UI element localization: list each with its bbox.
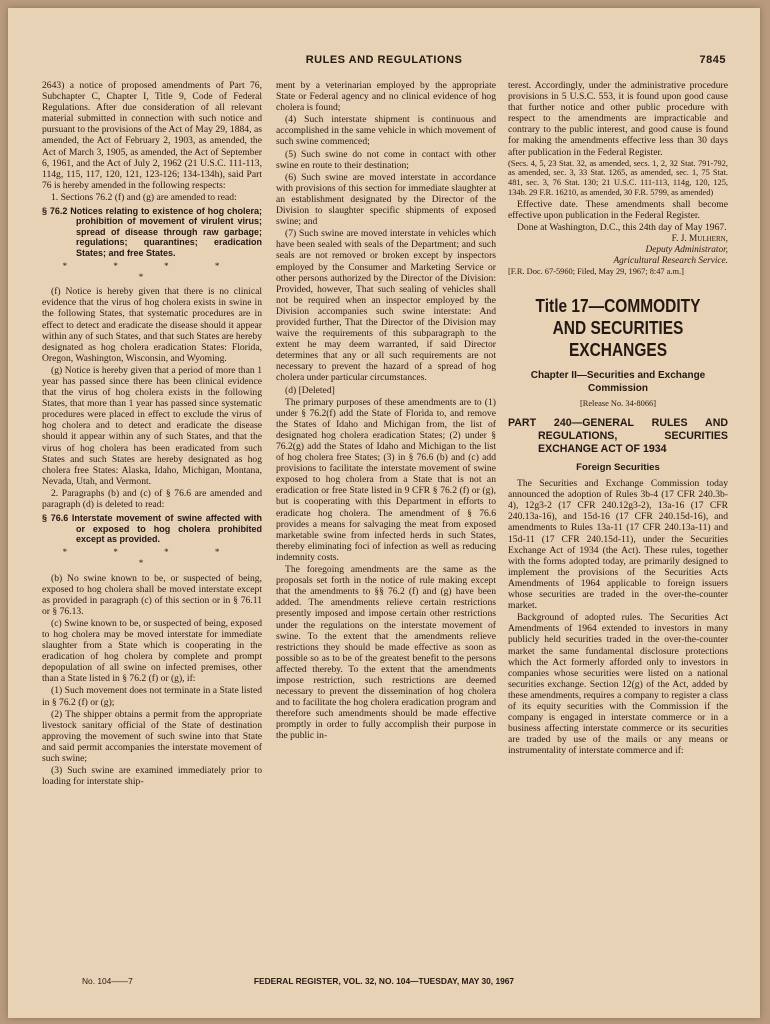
paragraph: 2643) a notice of proposed amendments of Part 76, Subchapter C, Chapter I, Title 9, Code of Federal Regulations. After due consideration of all relevant material submitted in connection with such notice and pursuant to the provisions of the Act of May 29, 1884, as amended, the Act of February 2, 1903, as amended, the Act of March 3, 1905, as amended, the Act of September 6, 1961, and the Act of July 2, 1962 (21 U.S.C. 111-113, 114g, 115, 117, 120, 121, 123-126; 134-134h), said Part 76 is hereby amended in the following respects: <box>42 80 262 191</box>
publication-line: FEDERAL REGISTER, VOL. 32, NO. 104—TUESDAY, MAY 30, 1967 <box>253 976 515 986</box>
column-middle <box>276 80 496 960</box>
paragraph: Effective date. These amendments shall become effective upon publication in the Federal Register. <box>508 198 728 221</box>
part-heading: PART 240—GENERAL RULES AND REGULATIONS, SECURITIES EXCHANGE ACT OF 1934 <box>508 417 728 456</box>
running-title: RULES AND REGULATIONS <box>305 54 463 66</box>
paragraph: (c) Swine known to be, or suspected of being, exposed to hog cholera may be moved interstate for immediate slaughter from a State which is cooperating in the eradication of hog cholera by complete and prompt depopulation of all swine on infected premises, other than a State listed in § 76.2 (f) or (g), if: <box>42 617 262 685</box>
paragraph: (7) Such swine are moved interstate in vehicles which have been sealed with seals of the Department; and such seals are not removed or broken except by inspectors employed by the Consumer and Marketing Service or other persons authorized by the Director of the Division: Provided, however, That such sealing of vehicles shall not be required when an inspector employed by the Division accompanies such swine interstate: And provided further, That the Director of the Division may waive the requirements of this subparagraph to the extent he may deem warranted, if said Director determines that any or all such requirements are not necessary to prevent the hazard of a spread of hog cholera under particular circumstances. <box>276 228 496 384</box>
column-right <box>508 80 728 960</box>
paragraph: (1) Such movement does not terminate in a State listed in § 76.2 (f) or (g); <box>42 685 262 708</box>
section-heading: § 76.2 Notices relating to existence of hog cholera; prohibition of movement of virulent virus; spread of disease through raw garbage; regulations; quarantines; eradication States; and free States. <box>42 206 262 258</box>
issue-number: No. 104——7 <box>82 976 133 986</box>
fr-doc-line: [F.R. Doc. 67-5960; Filed, May 29, 1967; 8:47 a.m.] <box>508 267 684 277</box>
paragraph: (3) Such swine are examined immediately prior to loading for interstate ship- <box>42 765 262 788</box>
release-number: [Release No. 34-8066] <box>579 398 657 408</box>
paragraph: Done at Washington, D.C., this 24th day of May 1967. <box>517 222 727 234</box>
chapter-heading: Chapter II—Securities and Exchange Commission <box>530 369 706 394</box>
paragraph: 2. Paragraphs (b) and (c) of § 76.6 are amended and paragraph (d) is deleted to read: <box>42 487 262 511</box>
page-header <box>42 54 726 70</box>
paragraph: The foregoing amendments are the same as the proposals set forth in the notice of rule making except that the amendments to §§ 76.2 (f) and (g) have been added. The amendments relieve certain restrictions presently imposed and impose certain other restrictions under the regulations on the interstate movement of swine. To the extent that the amendments relieve restrictions they should be made effective as soon as possible so as to be of the greatest benefit to the persons affected thereby. To the extent that the amendments impose restriction, such restrictions are deemed necessary to prevent the dissemination of hog cholera and to facilitate the hog cholera eradication program and therefore such amendments should be made effective promptly in order to fully accomplish their purpose in the public in- <box>276 564 496 742</box>
paragraph: Background of adopted rules. The Securities Act Amendments of 1964 extended to investors in many publicly held securities traded in the over-the-counter market the same fundamental disclosure protections which the Act formerly afforded only to investors in companies whose securities were listed on a national securities exchange. Section 12(g) of the Act, added by these amendments, requires a company to register a class of its equity securities with the Commission if the company is engaged in interstate commerce or in a business affecting interstate commerce or its securities are traded by use of the mails or any means or instrumentality of interstate commerce and if: <box>508 612 728 757</box>
column-left <box>42 80 262 960</box>
authority-citation: (Secs. 4, 5, 23 Stat. 32, as amended, secs. 1, 2, 32 Stat. 791-792, as amended, sec. 3, 33 Stat. 1265, as amended, sec. 1, 75 Stat. 481, sec. 3, 76 Stat. 130; 21 U.S.C. 111-113, 114g, 120, 125, 134b. 29 F.R. 16210, as amended, 30 F.R. 5799, as amended) <box>508 158 728 198</box>
document-page <box>8 8 760 1018</box>
paragraph: (5) Such swine do not come in contact with other swine en route to their destination; <box>276 148 496 171</box>
signer-title: Deputy Administrator, <box>645 245 728 256</box>
paragraph: (6) Such swine are moved interstate in accordance with provisions of this section for immediate slaughter at an establishment designated by the Director of the Division to slaughter specific shipments of exposed swine; and <box>276 171 496 228</box>
ellipsis-stars: * * * * * <box>62 547 242 569</box>
paragraph: (g) Notice is hereby given that a period of more than 1 year has passed since there has been clinical evidence that the virus of hog cholera exists in the following States, that more than 1 year has passed since systematic procedures were placed in effect to exclude the virus of hog cholera and to detect and eradicate the disease should it appear within any of such States, and that the virus of hog cholera has been eradicated from such States and such States are hereby designated as hog cholera free States: Alaska, Idaho, Michigan, Montana, Nevada, Utah, and Vermont. <box>42 364 262 487</box>
paragraph: (4) Such interstate shipment is continuous and accomplished in the same vehicle in which movement of such swine commenced; <box>276 114 496 148</box>
paragraph: The Securities and Exchange Commission today announced the adoption of Rules 3b-4 (17 CFR 240.3b-4), 12g3-2 (17 CFR 240.12g3-2), 13a-16 (17 CFR 240.13a-16), and 15d-16 (17 CFR 240.15d-16), and amendments to Rules 13a-11 (17 CFR 240.13a-11) and 15d-11 (17 CFR 240.15d-11), under the Securities Exchange Act of 1934 (the Act). These rules, together with the forms adopted today, are primarily designed to implement the provisions of the Securities Acts Amendments of 1964 applicable to foreign issuers whose securities are traded in the over-the-counter market. <box>508 478 728 612</box>
subject-heading: Foreign Securities <box>576 462 660 474</box>
page-number: 7845 <box>699 54 726 66</box>
paragraph: (b) No swine known to be, or suspected of being, exposed to hog cholera shall be moved interstate except as provided in paragraph (c) of this section or in § 76.11 or § 76.13. <box>42 572 262 617</box>
paragraph: (f) Notice is hereby given that there is no clinical evidence that the virus of hog cholera exists in swine in the following States, that systematic procedures are in effect to detect and eradicate the disease should it appear within any of such States, and that such States are hereby designated as hog cholera eradication States: Florida, Oregon, Washington, Wisconsin, and Wyoming. <box>42 286 262 364</box>
ellipsis-stars: * * * * * <box>62 261 242 283</box>
paragraph: The primary purposes of these amendments are to (1) under § 76.2(f) add the State of Florida to, and remove the States of Idaho and Michigan from, the list of designated hog cholera eradication States; (2) under § 76.2(g) add the States of Idaho and Michigan to the list of hog cholera free States; (3) in § 76.6 (b) and (c) add provisions to facilitate the interstate movement of swine exposed to hog cholera from a State that is not an eradication or free State listed in 9 CFR § 76.2 (f) or (g), but is cooperating with this Department in efforts to eradicate hog cholera. The amendment of § 76.6 provides a means for salvaging the meat from exposed marketable swine from infected herds in such States, thereby eliminating foci of infection as well as reducing indemnity costs. <box>276 396 496 563</box>
signature-block <box>508 234 728 267</box>
paragraph: ment by a veterinarian employed by the appropriate State or Federal agency and no clinical evidence of hog cholera is found; <box>276 80 496 114</box>
paragraph: (2) The shipper obtains a permit from the appropriate livestock sanitary official of the State of destination approving the movement of such swine into that State and said permit accompanies the interstate movement of such swine; <box>42 708 262 765</box>
signer-name: F. J. Mulhern, <box>671 234 728 245</box>
section-heading: § 76.6 Interstate movement of swine affected with or exposed to hog cholera prohibited except as provided. <box>42 513 262 544</box>
paragraph: 1. Sections 76.2 (f) and (g) are amended to read: <box>51 191 237 203</box>
signer-agency: Agricultural Research Service. <box>613 256 728 267</box>
paragraph: terest. Accordingly, under the administrative procedure provisions in 5 U.S.C. 553, it is found upon good cause that further notice and other public procedure with respect to the amendments are impracticable and contrary to the public interest, and good cause is found for making the amendments effective less than 30 days after publication in the Federal Register. <box>508 80 728 158</box>
paragraph: (d) [Deleted] <box>285 384 335 396</box>
title-heading: Title 17—COMMODITY AND SECURITIES EXCHANGES <box>535 295 701 360</box>
